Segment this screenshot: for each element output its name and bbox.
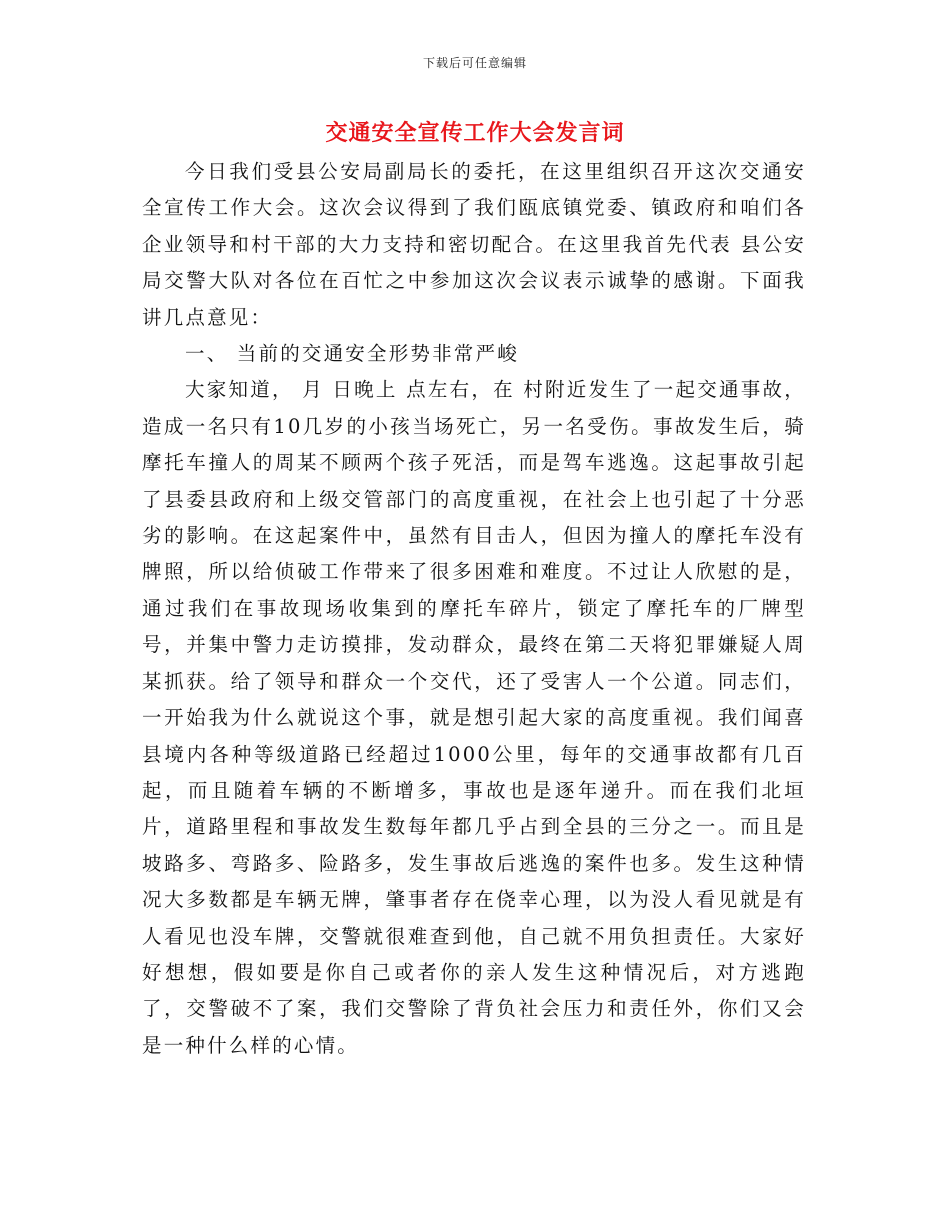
document-title: 交通安全宣传工作大会发言词: [325, 120, 625, 146]
section-heading: 一、 当前的交通安全形势非常严峻: [185, 342, 519, 366]
intro-paragraph: 今日我们受县公安局副局长的委托，在这里组织召开这次交通安全宣传工作大会。这次会议得到了我们瓯底镇党委、镇政府和咱们各企业领导和村干部的大力支持和密切配合。在这里我首先代表 县公安局交警大队对各位在百忙之中参加这次会议表示诚挚的感谢。下面我讲几点意见：: [142, 160, 806, 329]
header-note: 下载后可任意编辑: [422, 56, 527, 70]
document-body: [142, 154, 806, 1064]
body-paragraph: 大家知道， 月 日晚上 点左右，在 村附近发生了一起交通事故，造成一名只有10几岁的小孩当场死亡，另一名受伤。事故发生后，骑摩托车撞人的周某不顾两个孩子死活，而是驾车逃逸。这起事故引起了县委县政府和上级交管部门的高度重视，在社会上也引起了十分恶劣的影响。在这起案件中，虽然有目击人，但因为撞人的摩托车没有牌照，所以给侦破工作带来了很多困难和难度。不过让人欣慰的是，通过我们在事故现场收集到的摩托车碎片，锁定了摩托车的厂牌型号，并集中警力走访摸排，发动群众，最终在第二天将犯罪嫌疑人周某抓获。给了领导和群众一个交代，还了受害人一个公道。同志们，一开始我为什么就说这个事，就是想引起大家的高度重视。我们闻喜县境内各种等级道路已经超过1000公里，每年的交通事故都有几百起，而且随着车辆的不断增多，事故也是逐年递升。而在我们北垣片，道路里程和事故发生数每年都几乎占到全县的三分之一。而且是坡路多、弯路多、险路多，发生事故后逃逸的案件也多。发生这种情况大多数都是车辆无牌，肇事者存在侥幸心理，以为没人看见就是有人看见也没车牌，交警就很难查到他，自己就不用负担责任。大家好好想想，假如要是你自己或者你的亲人发生这种情况后，对方逃跑了，交警破不了案，我们交警除了背负社会压力和责任外，你们又会是一种什么样的心情。: [142, 378, 806, 1057]
